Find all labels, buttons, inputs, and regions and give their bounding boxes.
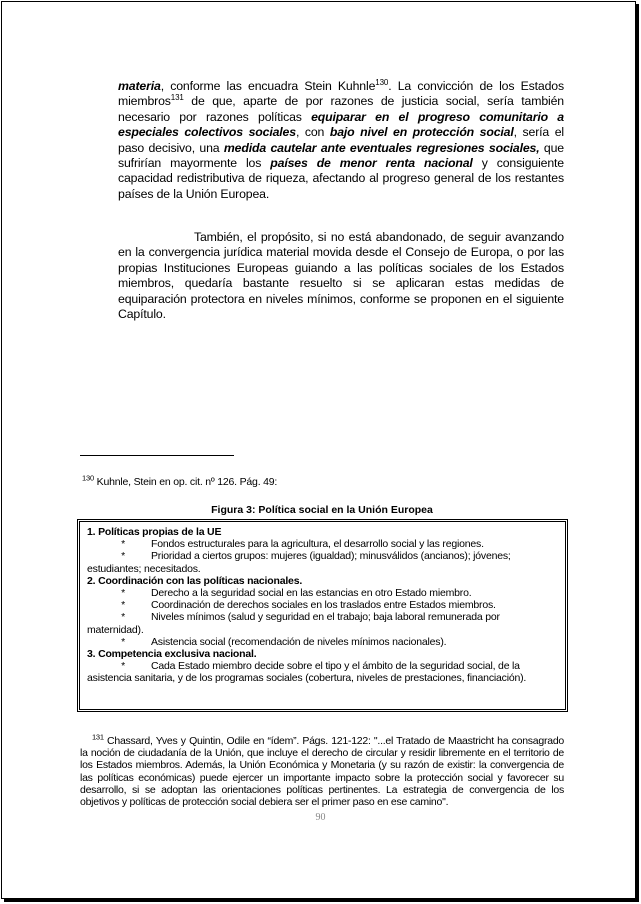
text-run: de que, aparte de por razones de justicia social, sería también necesario por razones políticas [118, 94, 564, 124]
body-paragraph-1 [118, 79, 564, 202]
figure-section-2 [87, 575, 558, 648]
text-run: También, el propósito, si no está abandonado, de seguir avanzando en la convergencia jurídica material movida desde el Consejo de Europa, o por las propias Instituciones Europeas guiando a las políticas sociales de los Estados miembros, quedaría bastante resuelto si se aplicaran estas medidas de equiparación protectora en niveles mínimos, conforme se proponen en el siguiente Capítulo. [118, 230, 564, 322]
figure-section-1 [87, 526, 558, 575]
footnote-ref-131[interactable]: 131 [170, 93, 184, 103]
bullet-icon: * [121, 550, 125, 563]
bullet-icon: * [121, 587, 125, 600]
footnote-separator [80, 455, 234, 456]
list-item: * Fondos estructurales para la agricultura, el desarrollo social y las regiones. [87, 538, 558, 550]
bullet-icon: * [121, 538, 125, 551]
emphasis-text: países de menor renta nacional [270, 156, 473, 171]
list-item: * Cada Estado miembro decide sobre el tipo y el ámbito de la seguridad social, de la asistencia sanitaria, y de los programas sociales (cobertura, niveles de prestaciones, financiación). [87, 660, 527, 685]
footnote-number: 131 [92, 732, 104, 742]
bullet-icon: * [121, 611, 125, 624]
list-item: * Prioridad a ciertos grupos: mujeres (igualdad); minusválidos (ancianos); jóvenes; estudiantes; necesitados. [87, 550, 511, 575]
footnote-number: 130 [82, 473, 94, 483]
footnote-text: Kuhnle, Stein en op. cit. nº 126. Pág. 49: [93, 476, 278, 488]
list-item: * Asistencia social (recomendación de niveles mínimos nacionales). [87, 636, 558, 648]
footnote-ref-130[interactable]: 130 [375, 77, 389, 87]
section-title: 2. Coordinación con las políticas nacionales. [87, 574, 303, 587]
text-run: que sufrirían mayormente los [118, 140, 564, 171]
text-run: . La convicción de los Estados miembros [118, 79, 564, 109]
section-title: 3. Competencia exclusiva nacional. [87, 648, 257, 661]
footnote-131 [80, 732, 564, 809]
emphasis-text: bajo nivel en protección social [329, 125, 514, 140]
text-run: , conforme las encuadra Stein Kuhnle [160, 79, 376, 93]
list-item: * Derecho a la seguridad social en las estancias en otro Estado miembro. [87, 587, 558, 599]
emphasis-text: equiparar en el progreso comunitario a especiales colectivos sociales [118, 109, 564, 140]
figure-section-3 [87, 648, 558, 685]
text-run: y consiguiente capacidad redistributiva de riqueza, afectando al progreso general de los restantes países de la Unión Europea. [118, 156, 564, 201]
bullet-icon: * [121, 660, 125, 673]
emphasis-text: medida cautelar ante eventuales regresiones sociales, [223, 140, 540, 155]
figure-box [77, 519, 568, 712]
figure-caption: Figura 3: Política social en la Unión Europea [211, 504, 433, 516]
page-number: 90 [315, 812, 326, 823]
body-paragraph-2 [118, 230, 564, 322]
footnote-text: Chassard, Yves y Quintin, Odile en “ídem”. Págs. 121-122: "...el Tratado de Maastricht ha consagrado la noción de ciudadanía de la Unión, que incluye el derecho de circular y residir libremente en el territorio de los Estados miembros. Además, la Unión Económica y Monetaria (y su razón de existir: la convergencia de las políticas económicas) puede ejercer un importante impacto sobre la protección social y favorecer su desarrollo, si se adoptan las orientaciones políticas pertinentes. La estrategia de convergencia de los objetivos y políticas de protección social debiera ser el primer paso en ese camino". [80, 735, 564, 809]
bullet-icon: * [121, 635, 125, 648]
page [1, 1, 636, 899]
section-title: 1. Políticas propias de la UE [87, 526, 222, 538]
text-run: , con [295, 125, 330, 140]
text-run: , sería el paso decisivo, una [118, 125, 564, 155]
emphasis-text: materia [118, 79, 161, 93]
footnote-130 [82, 473, 278, 488]
list-item: * Coordinación de derechos sociales en los traslados entre Estados miembros. [87, 599, 558, 611]
bullet-icon: * [121, 599, 125, 612]
list-item: * Niveles mínimos (salud y seguridad en el trabajo; baja laboral remunerada por maternidad). [87, 611, 500, 636]
